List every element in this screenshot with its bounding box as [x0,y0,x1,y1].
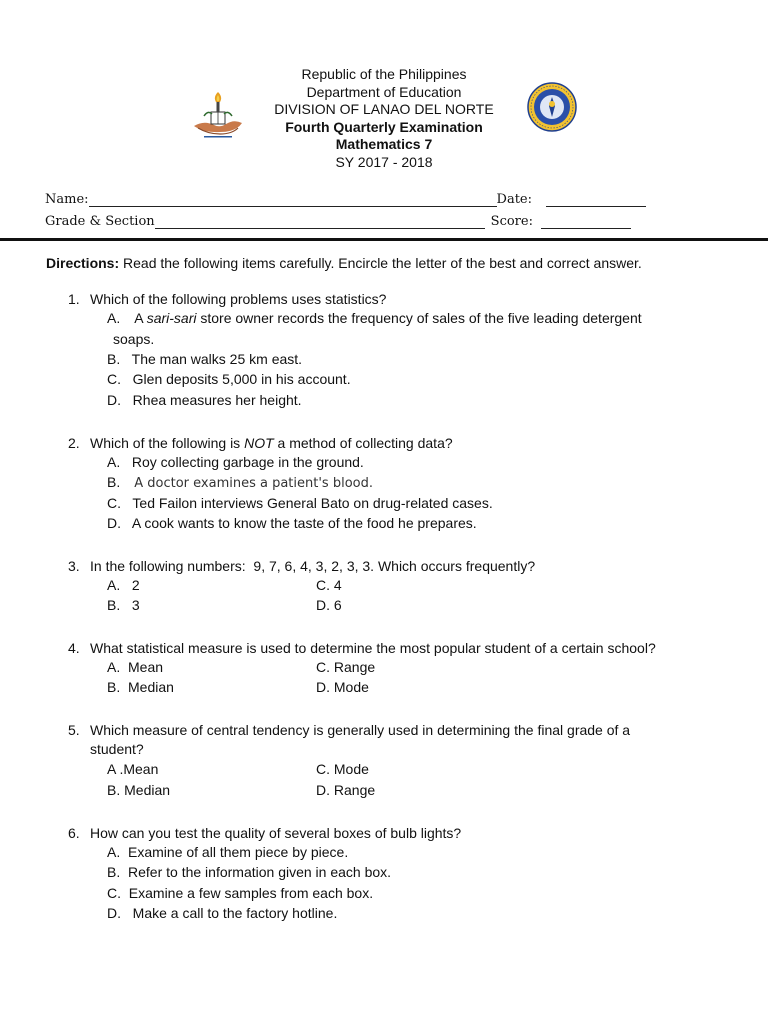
question-number: 6. [68,825,80,841]
date-label: Date: [496,192,533,207]
q3-option-d[interactable]: D. 6 [316,597,342,613]
grade-section-label: Grade & Section [45,214,155,229]
q5-option-a[interactable]: A .Mean [107,761,159,777]
q1-option-b[interactable]: B. The man walks 25 km east. [107,351,303,367]
sari-sari-term: sari-sari [146,310,197,326]
question-number: 4. [68,640,80,656]
option-text: A doctor examines a patient's blood. [134,476,373,491]
option-letter: B. [107,474,121,490]
header-divider [0,238,768,241]
header-exam-title: Fourth Quarterly Examination [285,118,483,135]
q4-option-a[interactable]: A. Mean [107,659,164,675]
header-republic: Republic of the Philippines [301,66,467,82]
question-number: 5. [68,722,80,738]
header-school-year: SY 2017 - 2018 [335,153,433,170]
question-stem: What statistical measure is used to determine the most popular student of a certain school? [90,640,656,656]
q4-option-c[interactable]: C. Range [316,659,376,675]
q4-option-d[interactable]: D. Mode [316,679,369,695]
question-stem: Which of the following is NOT a method of collecting data? [90,435,453,451]
document-header [0,66,768,172]
q2-option-a[interactable]: A. Roy collecting garbage in the ground. [107,454,364,470]
deped-seal-icon [527,82,577,132]
option-letter: A. [107,310,121,326]
q1-option-c[interactable]: C. Glen deposits 5,000 in his account. [107,371,351,387]
q2-option-b[interactable] [107,474,373,491]
grade-section-field[interactable] [155,215,485,229]
q1-option-d[interactable]: D. Rhea measures her height. [107,392,302,408]
q1-option-a-continued: soaps. [113,331,155,347]
name-label: Name: [45,192,89,207]
grade-row [45,214,631,229]
name-field[interactable] [89,193,497,207]
q5-option-b[interactable]: B. Median [107,782,171,798]
score-field[interactable] [541,215,631,229]
score-label: Score: [490,214,533,229]
q2-option-c[interactable]: C. Ted Failon interviews General Bato on drug-related cases. [107,495,493,511]
q3-option-b[interactable]: B. 3 [107,597,140,613]
question-stem: How can you test the quality of several boxes of bulb lights? [90,825,462,841]
q5-option-c[interactable]: C. Mode [316,761,369,777]
question-number: 1. [68,291,80,307]
q6-option-a[interactable]: A. Examine of all them piece by piece. [107,844,349,860]
directions [46,255,642,271]
q6-option-c[interactable]: C. Examine a few samples from each box. [107,885,374,901]
q5-stem-continued: student? [90,741,144,757]
directions-label: Directions: [46,255,120,271]
question-number: 2. [68,435,80,451]
q5-option-d[interactable]: D. Range [316,782,376,798]
header-subject: Mathematics 7 [335,136,433,153]
q4-option-b[interactable]: B. Median [107,679,174,695]
question-stem: In the following numbers: 9, 7, 6, 4, 3, 2, 3, 3. Which occurs frequently? [90,558,536,574]
q6-option-d[interactable]: D. Make a call to the factory hotline. [107,905,338,921]
question-stem: Which measure of central tendency is generally used in determining the final grade of a [90,722,631,738]
question-stem: Which of the following problems uses statistics? [90,291,387,307]
q3-option-a[interactable]: A. 2 [107,577,140,593]
q6-option-b[interactable]: B. Refer to the information given in each box. [107,864,392,880]
name-row [45,192,646,207]
question-number: 3. [68,558,80,574]
q1-option-a[interactable]: A. A sari-sari store owner records the frequency of sales of the five leading detergent [107,310,642,326]
date-field[interactable] [546,193,646,207]
q2-option-d[interactable]: D. A cook wants to know the taste of the food he prepares. [107,515,477,531]
not-emphasis: NOT [244,435,274,451]
header-department: Department of Education [306,83,462,100]
header-division: DIVISION OF LANAO DEL NORTE [274,101,494,118]
directions-text: Read the following items carefully. Encircle the letter of the best and correct answer. [119,255,642,271]
division-logo-icon [190,92,246,140]
q3-option-c[interactable]: C. 4 [316,577,342,593]
